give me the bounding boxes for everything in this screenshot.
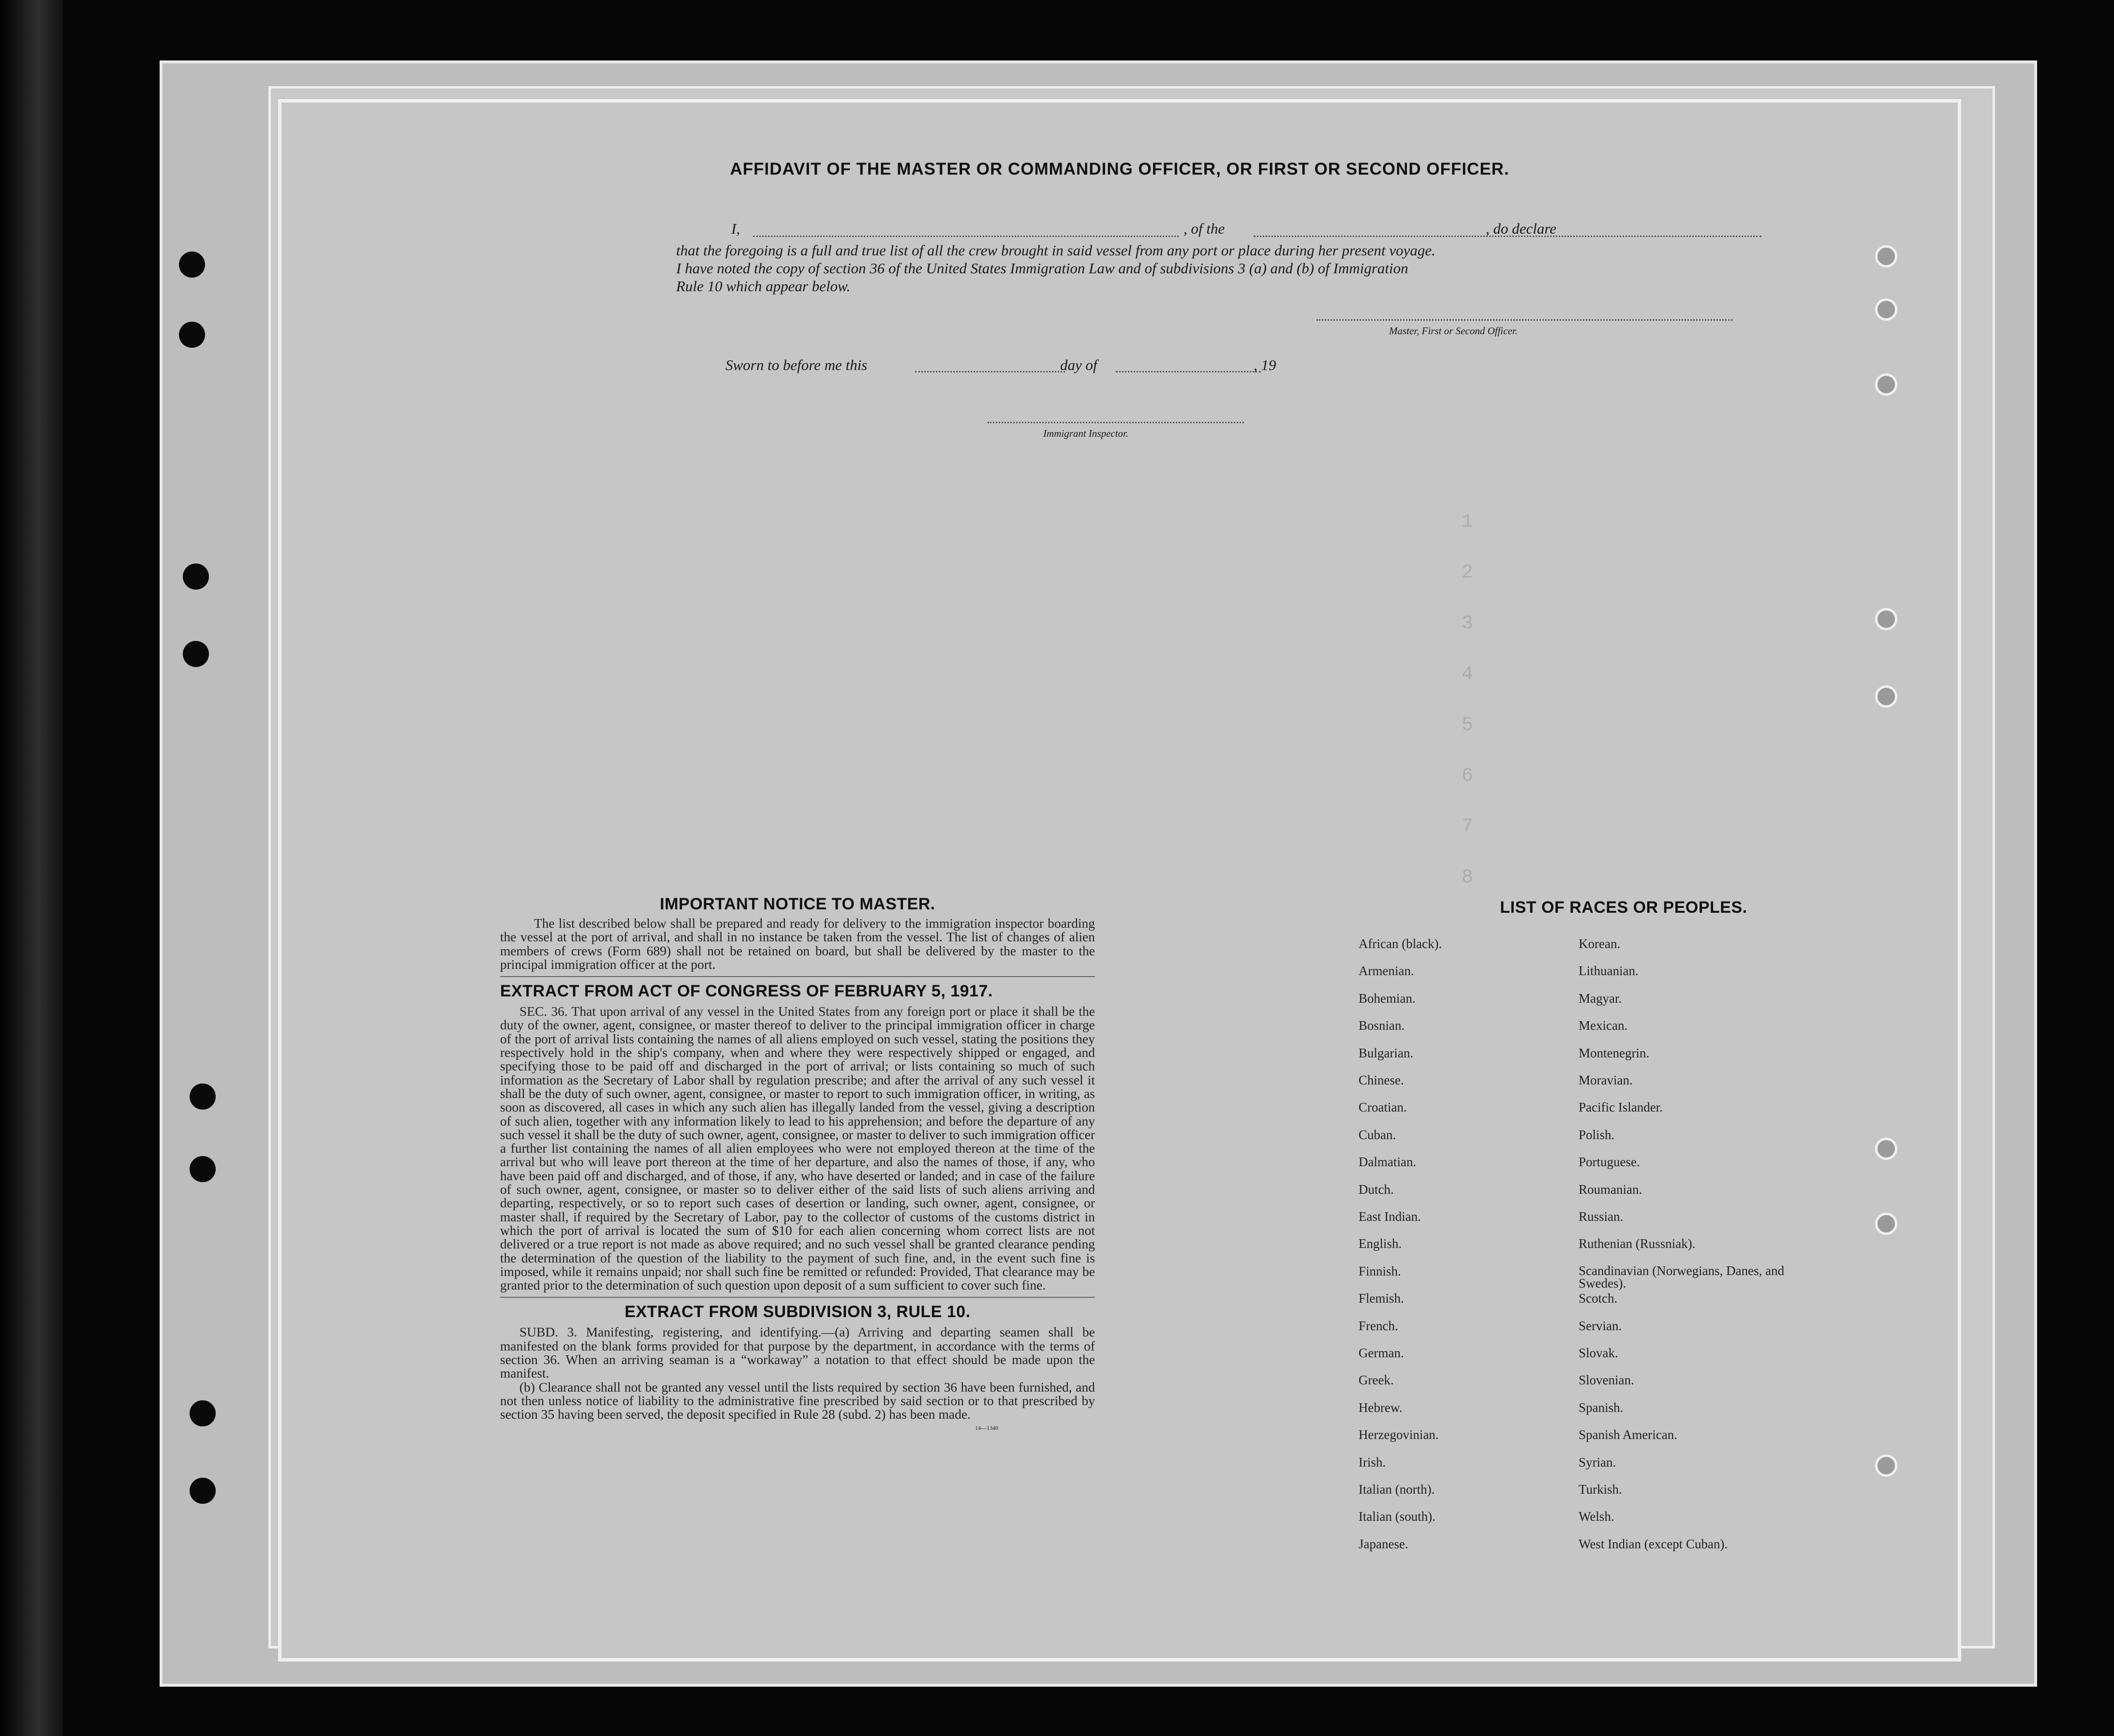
race-item: Spanish American.: [1579, 1427, 1677, 1442]
binder-hole: [1875, 1138, 1897, 1160]
race-item: Magyar.: [1579, 991, 1622, 1006]
race-item: Hebrew.: [1359, 1400, 1403, 1415]
race-item: Russian.: [1579, 1209, 1624, 1224]
race-item: Irish.: [1359, 1455, 1386, 1469]
binder-hole: [179, 252, 205, 278]
binder-hole: [1875, 1454, 1897, 1477]
day-of-label: day of: [1060, 356, 1097, 373]
act-text: SEC. 36. That upon arrival of any vessel in the United States from any foreign port or place it shall be the duty of the owner, agent, consignee, or master thereof to deliver to the principal immigration officer in charge of the port of arrival lists containing the names of all aliens employed on such vessel, stating the positions they respectively hold in the ship's company, when and where they were respectively shipped or engaged, and specifying those to be paid off and discharged in the port of arrival; or lists containing so much of such information as the Secretary of Labor shall by regulation prescribe; and after the arrival of any such vessel it shall be the duty of such owner, agent, consignee, or master to report to such immigration officer, in writing, as soon as discovered, all cases in which any such alien has illegally landed from the vessel, giving a description of such alien, together with any information likely to lead to his apprehension; and before the departure of any such vessel it shall be the duty of such owner, agent, consignee, or master to deliver to such immigration officer a further list containing the names of all alien employees who were not employed thereon at the time of the arrival but who will leave port thereon at the time of her departure, and also the names of those, if any, who have been paid off and discharged, and of those, if any, who have deserted or landed; and in case of the failure of such owner, agent, consignee, or master so to deliver either of the said lists of such aliens arriving and departing, respectively, or so to report such cases of desertion or landing, such owner, agent, consignee, or master shall, if required by the Secretary of Labor, pay to the collector of customs of the customs district in which the port of arrival is located the sum of $10 for each alien concerning whom correct lists are not delivered or a true report is not made as above required; and no such vessel shall be granted clearance pending the determination of the question of the liability to the payment of such fine, and, in the event such fine is imposed, while it remains unpaid; nor shall such fine be remitted or refunded: Provided, That clearance may be granted prior to the determination of such question upon deposit of a sum sufficient to cover such fine.: [500, 1004, 1095, 1293]
race-item: French.: [1359, 1319, 1398, 1333]
race-item: Bosnian.: [1359, 1018, 1405, 1033]
divider: [500, 1297, 1095, 1298]
affidavit-title: AFFIDAVIT OF THE MASTER OR COMMANDING OFFICER, OR FIRST OR SECOND OFFICER.: [730, 160, 1509, 178]
race-item: German.: [1359, 1346, 1404, 1360]
binder-hole: [1875, 245, 1897, 267]
race-item: Scotch.: [1579, 1291, 1618, 1306]
bleed-through-mark: 6: [1462, 765, 1474, 787]
race-item: Slovenian.: [1579, 1373, 1634, 1387]
race-item: Turkish.: [1579, 1482, 1622, 1497]
race-item: Cuban.: [1359, 1128, 1396, 1142]
race-item: Bohemian.: [1359, 991, 1416, 1006]
race-item: Pacific Islander.: [1579, 1100, 1663, 1114]
affidavit-line-1: that the foregoing is a full and true list of all the crew brought in said vessel from any port or place during her present voyage.: [676, 242, 1435, 259]
form-number: 14—1340: [975, 1424, 998, 1431]
race-item: East Indian.: [1359, 1209, 1421, 1224]
race-item: Finnish.: [1359, 1264, 1401, 1278]
race-item: English.: [1359, 1236, 1402, 1251]
affidavit-page: [278, 99, 1961, 1662]
binder-hole: [1875, 1213, 1897, 1235]
binder-hole: [183, 564, 209, 590]
inspector-signature-blank[interactable]: [988, 422, 1244, 423]
binder-hole: [179, 322, 205, 348]
binder-hole: [190, 1478, 216, 1504]
race-item: Polish.: [1579, 1128, 1615, 1142]
affidavit-line-2: I have noted the copy of section 36 of the United States Immigration Law and of subdivisions 3 (a) and (b) of Immigration: [676, 260, 1408, 277]
bleed-through-mark: 2: [1462, 562, 1474, 584]
race-item: Ruthenian (Russniak).: [1579, 1236, 1696, 1251]
affidavit-of-the-label: , of the: [1183, 220, 1225, 237]
binder-hole: [1875, 608, 1897, 630]
binder-hole: [1875, 298, 1897, 321]
bleed-through-mark: 7: [1462, 816, 1474, 838]
races-heading: LIST OF RACES OR PEOPLES.: [1500, 898, 1747, 917]
notice-heading: IMPORTANT NOTICE TO MASTER.: [660, 895, 935, 913]
race-item: Dutch.: [1359, 1182, 1394, 1197]
bleed-through-mark: 4: [1462, 664, 1474, 685]
binder-hole: [190, 1400, 216, 1426]
binder-hole: [190, 1156, 216, 1182]
notice-text: The list described below shall be prepared and ready for delivery to the immigration inspector boarding the vessel at the port of arrival, and shall in no instance be taken from the vessel. The list of changes of alien members of crews (Form 689) shall not be retained on board, but shall be delivered by the master to the principal immigration officer at the port.: [500, 916, 1095, 972]
race-item: Moravian.: [1579, 1073, 1633, 1087]
race-item: Scandinavian (Norwegians, Danes, and Swedes).: [1579, 1263, 1785, 1291]
affidavit-declare-label: , do declare: [1486, 220, 1557, 237]
race-item: Japanese.: [1359, 1537, 1408, 1551]
race-item: West Indian (except Cuban).: [1579, 1537, 1728, 1551]
master-signature-blank[interactable]: [1316, 319, 1732, 321]
bleed-through-mark: 3: [1462, 613, 1474, 635]
race-item: Portuguese.: [1579, 1155, 1640, 1169]
rule-heading: EXTRACT FROM SUBDIVISION 3, RULE 10.: [624, 1303, 971, 1321]
race-item: Italian (north).: [1359, 1482, 1435, 1497]
race-item: Korean.: [1579, 936, 1621, 951]
act-heading: EXTRACT FROM ACT OF CONGRESS OF FEBRUARY 5, 1917.: [500, 982, 993, 1001]
sworn-day-blank[interactable]: [915, 371, 1065, 372]
race-item: Lithuanian.: [1579, 964, 1639, 978]
affidavit-i-label: I,: [731, 220, 740, 237]
race-item: Servian.: [1579, 1319, 1622, 1333]
race-item: Croatian.: [1359, 1100, 1407, 1114]
race-item: Montenegrin.: [1579, 1046, 1650, 1060]
affidavit-line-3: Rule 10 which appear below.: [676, 278, 851, 295]
rule-text-a: SUBD. 3. Manifesting, registering, and identifying.—(a) Arriving and departing seamen shall be manifested on the blank forms provided for that purpose by the department, in accordance with the terms of section 36. When an arriving seaman is a “workaway” a notation to that effect should be made upon the manifest.: [500, 1324, 1095, 1381]
inspector-label: Immigrant Inspector.: [1043, 428, 1129, 439]
binder-hole: [1875, 373, 1897, 396]
race-item: Herzegovinian.: [1359, 1427, 1439, 1442]
name-blank[interactable]: [753, 236, 1179, 237]
year-label: , 19: [1254, 356, 1276, 373]
rule-text-b: (b) Clearance shall not be granted any vessel until the lists required by section 36 have been furnished, and not then unless notice of liability to the administrative fine prescribed by said section or to that prescribed by section 35 having been served, the deposit specified in Rule 28 (subd. 2) has been made.: [500, 1379, 1095, 1422]
race-item: Dalmatian.: [1359, 1155, 1417, 1169]
race-item: Greek.: [1359, 1373, 1394, 1387]
divider: [500, 976, 1095, 977]
race-item: Welsh.: [1579, 1509, 1614, 1524]
race-item: Armenian.: [1359, 964, 1414, 978]
race-item: Mexican.: [1579, 1018, 1628, 1033]
sworn-label: Sworn to before me this: [725, 356, 868, 373]
race-item: Italian (south).: [1359, 1509, 1435, 1524]
sworn-month-blank[interactable]: [1116, 371, 1261, 372]
race-item: Syrian.: [1579, 1455, 1616, 1469]
race-item: Flemish.: [1359, 1291, 1404, 1306]
race-item: Spanish.: [1579, 1400, 1624, 1415]
left-column: [500, 895, 1095, 1432]
race-item: Bulgarian.: [1359, 1046, 1414, 1060]
binder-hole: [183, 641, 209, 667]
race-item: Slovak.: [1579, 1346, 1618, 1360]
master-signature-label: Master, First or Second Officer.: [1389, 325, 1518, 337]
race-item: Roumanian.: [1579, 1182, 1642, 1197]
bleed-through-mark: 1: [1462, 511, 1474, 533]
bleed-through-mark: 5: [1462, 714, 1474, 736]
race-item: Chinese.: [1359, 1073, 1404, 1087]
binder-hole: [1875, 685, 1897, 708]
race-item: African (black).: [1359, 936, 1442, 951]
binder-hole: [190, 1083, 216, 1110]
bleed-through-mark: 8: [1462, 867, 1474, 889]
scan-edge: [0, 0, 63, 1736]
